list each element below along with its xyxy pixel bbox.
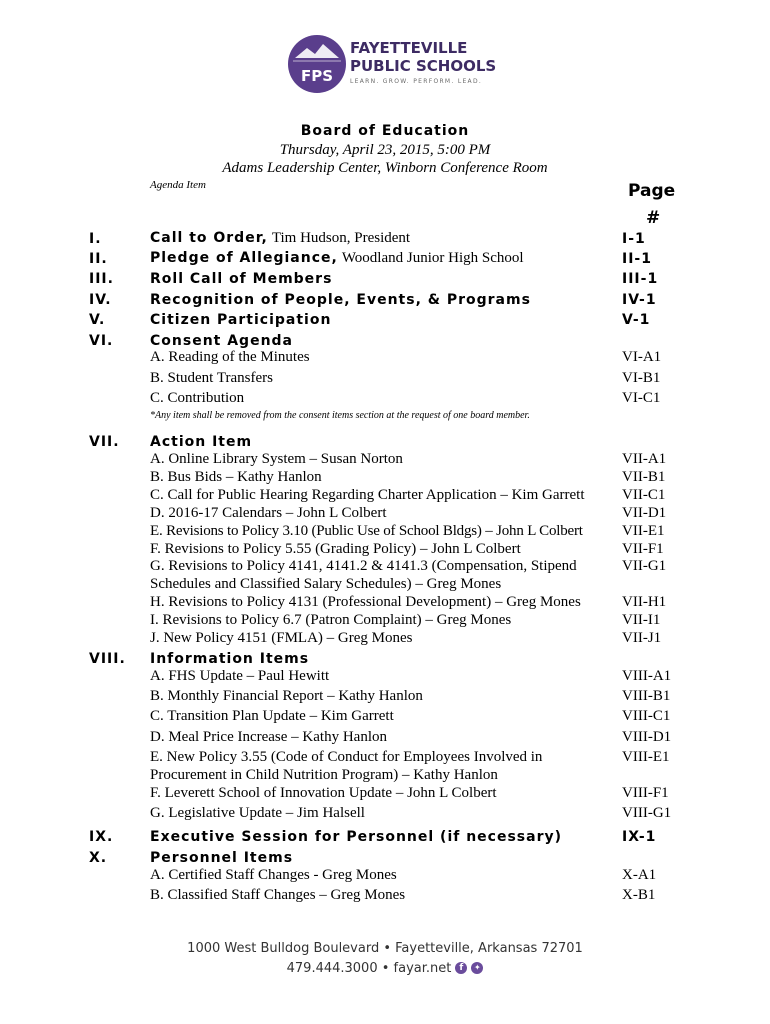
section-heading xyxy=(150,229,410,247)
action-item-b-page: VII-B1 xyxy=(622,469,666,485)
section-numeral: IX. xyxy=(89,829,114,845)
consent-item-c-page: VI-C1 xyxy=(622,390,661,406)
action-item-g-continued: Schedules and Classified Salary Schedules) – Greg Mones xyxy=(150,576,502,592)
action-item-g: G. Revisions to Policy 4141, 4141.2 & 4141.3 (Compensation, Stipend xyxy=(150,558,577,574)
section-title: Consent Agenda xyxy=(150,333,294,349)
action-item-e-page: VII-E1 xyxy=(622,523,665,539)
action-item-d-page: VII-D1 xyxy=(622,505,667,521)
org-name-line1: FAYETTEVILLE xyxy=(350,39,468,57)
section-title: Action Item xyxy=(150,434,253,450)
info-item-b: B. Monthly Financial Report – Kathy Hanlon xyxy=(150,688,423,704)
section-detail: Woodland Junior High School xyxy=(341,250,524,266)
section-detail: Tim Hudson, President xyxy=(271,230,411,246)
page-title: Board of Education xyxy=(300,123,470,139)
action-item-e: E. Revisions to Policy 3.10 (Public Use of School Bldgs) – John L Colbert xyxy=(150,523,583,539)
personnel-item-b-page: X-B1 xyxy=(622,887,656,903)
info-item-a: A. FHS Update – Paul Hewitt xyxy=(150,668,330,684)
section-numeral: VI. xyxy=(89,333,114,349)
section-page: IV-1 xyxy=(622,292,657,308)
footer-address: 1000 West Bulldog Boulevard • Fayetteville, Arkansas 72701 xyxy=(187,941,583,956)
section-title: Citizen Participation xyxy=(150,312,332,328)
action-item-c-page: VII-C1 xyxy=(622,487,666,503)
section-numeral: X. xyxy=(89,850,108,866)
personnel-item-b: B. Classified Staff Changes – Greg Mones xyxy=(150,887,406,903)
section-title: Roll Call of Members xyxy=(150,271,333,287)
info-item-c-page: VIII-C1 xyxy=(622,708,671,724)
info-item-g: G. Legislative Update – Jim Halsell xyxy=(150,805,365,821)
section-page: I-1 xyxy=(622,231,646,247)
consent-note: *Any item shall be removed from the consent items section at the request of one board member. xyxy=(150,410,530,421)
info-item-c: C. Transition Plan Update – Kim Garrett xyxy=(150,708,394,724)
action-item-i: I. Revisions to Policy 6.7 (Patron Complaint) – Greg Mones xyxy=(150,612,512,628)
action-item-d: D. 2016-17 Calendars – John L Colbert xyxy=(150,505,387,521)
section-title: Call to Order, xyxy=(150,230,268,246)
section-numeral: III. xyxy=(89,271,114,287)
consent-item-a-page: VI-A1 xyxy=(622,349,662,365)
page-column-label: Page xyxy=(628,181,676,201)
meeting-location: Adams Leadership Center, Winborn Conference Room xyxy=(222,160,548,176)
section-numeral: VIII. xyxy=(89,651,126,667)
consent-item-b-page: VI-B1 xyxy=(622,370,661,386)
footer-contact-line xyxy=(0,959,770,977)
action-item-c: C. Call for Public Hearing Regarding Charter Application – Kim Garrett xyxy=(150,487,585,503)
section-heading xyxy=(150,249,524,267)
section-page: III-1 xyxy=(622,271,659,287)
section-numeral: V. xyxy=(89,312,106,328)
section-numeral: IV. xyxy=(89,292,112,308)
org-tagline: LEARN. GROW. PERFORM. LEAD. xyxy=(350,78,483,85)
section-page: II-1 xyxy=(622,251,652,267)
consent-item-b: B. Student Transfers xyxy=(150,370,273,386)
action-item-f: F. Revisions to Policy 5.55 (Grading Policy) – John L Colbert xyxy=(150,541,521,557)
facebook-icon[interactable]: f xyxy=(455,962,467,974)
section-page: IX-1 xyxy=(622,829,657,845)
action-item-a-page: VII-A1 xyxy=(622,451,667,467)
info-item-e: E. New Policy 3.55 (Code of Conduct for Employees Involved in xyxy=(150,749,543,765)
info-item-b-page: VIII-B1 xyxy=(622,688,671,704)
logo xyxy=(287,34,497,94)
action-item-h: H. Revisions to Policy 4131 (Professional Development) – Greg Mones xyxy=(150,594,581,610)
consent-item-a: A. Reading of the Minutes xyxy=(150,349,310,365)
info-item-f-page: VIII-F1 xyxy=(622,785,669,801)
agenda-item-label: Agenda Item xyxy=(150,179,206,191)
section-title: Executive Session for Personnel (if necessary) xyxy=(150,829,563,845)
meeting-date: Thursday, April 23, 2015, 5:00 PM xyxy=(279,142,491,158)
section-title: Pledge of Allegiance, xyxy=(150,250,338,266)
info-item-a-page: VIII-A1 xyxy=(622,668,672,684)
info-item-e-continued: Procurement in Child Nutrition Program) – Kathy Hanlon xyxy=(150,767,498,783)
action-item-f-page: VII-F1 xyxy=(622,541,664,557)
action-item-a: A. Online Library System – Susan Norton xyxy=(150,451,403,467)
action-item-j-page: VII-J1 xyxy=(622,630,662,646)
logo-emblem xyxy=(287,34,347,94)
info-item-d: D. Meal Price Increase – Kathy Hanlon xyxy=(150,729,387,745)
logo-initials: FPS xyxy=(300,67,334,85)
section-title: Personnel Items xyxy=(150,850,294,866)
action-item-h-page: VII-H1 xyxy=(622,594,667,610)
section-numeral: VII. xyxy=(89,434,120,450)
section-title: Recognition of People, Events, & Programs xyxy=(150,292,531,308)
info-item-f: F. Leverett School of Innovation Update – John L Colbert xyxy=(150,785,497,801)
org-name-line2: PUBLIC SCHOOLS xyxy=(350,57,497,75)
action-item-j: J. New Policy 4151 (FMLA) – Greg Mones xyxy=(150,630,413,646)
action-item-b: B. Bus Bids – Kathy Hanlon xyxy=(150,469,322,485)
personnel-item-a-page: X-A1 xyxy=(622,867,657,883)
section-numeral: I. xyxy=(89,231,102,247)
action-item-g-page: VII-G1 xyxy=(622,558,667,574)
section-numeral: II. xyxy=(89,251,108,267)
section-title: Information Items xyxy=(150,651,310,667)
footer-contact: 479.444.3000 • fayar.net xyxy=(286,961,452,976)
personnel-item-a: A. Certified Staff Changes - Greg Mones xyxy=(150,867,397,883)
page-column-hash: # xyxy=(646,208,661,228)
info-item-d-page: VIII-D1 xyxy=(622,729,672,745)
twitter-icon[interactable]: ✦ xyxy=(471,962,483,974)
info-item-g-page: VIII-G1 xyxy=(622,805,672,821)
section-page: V-1 xyxy=(622,312,651,328)
info-item-e-page: VIII-E1 xyxy=(622,749,670,765)
action-item-i-page: VII-I1 xyxy=(622,612,661,628)
consent-item-c: C. Contribution xyxy=(150,390,245,406)
